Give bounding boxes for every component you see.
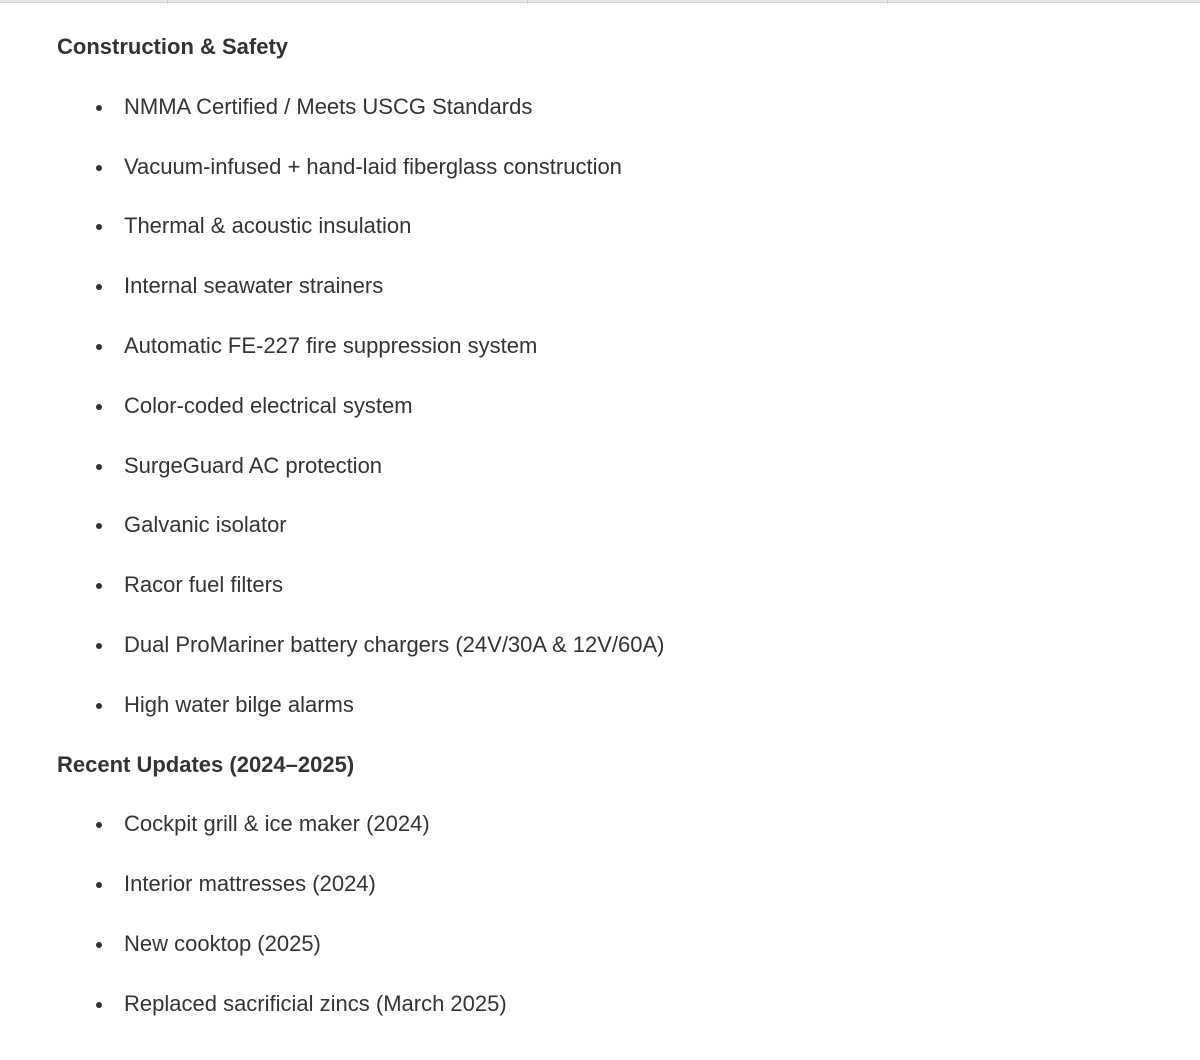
list-item [57, 690, 1157, 720]
list-item-text: NMMA Certified / Meets USCG Standards [124, 93, 533, 119]
list-item-text: Galvanic isolator [124, 512, 287, 538]
divider-segment [167, 0, 168, 4]
list-item-text: Vacuum-infused + hand-laid fiberglass construction [124, 153, 622, 179]
list-item-text: Dual ProMariner battery chargers (24V/30A & 12V/60A) [124, 631, 665, 657]
list-item-text: New cooktop (2025) [124, 930, 321, 956]
divider-segment [527, 0, 528, 4]
bullet-icon [96, 464, 102, 470]
list-item [57, 809, 1157, 839]
list-item [57, 929, 1157, 959]
section-heading-recent-updates: Recent Updates (2024–2025) [57, 751, 355, 777]
bullet-icon [96, 344, 102, 350]
bullet-icon [96, 523, 102, 529]
bullet-icon [96, 882, 102, 888]
list-item-text: Racor fuel filters [124, 572, 283, 598]
bullet-icon [96, 643, 102, 649]
list-item [57, 630, 1157, 660]
bullet-icon [96, 224, 102, 230]
list-item [57, 570, 1157, 600]
list-item [57, 331, 1157, 361]
list-item-text: SurgeGuard AC protection [124, 452, 383, 478]
bullet-icon [96, 942, 102, 948]
bullet-icon [96, 703, 102, 709]
list-item [57, 510, 1157, 540]
list-item [57, 152, 1157, 182]
list-item [57, 989, 1157, 1019]
list-item-text: Automatic FE-227 fire suppression system [124, 332, 538, 358]
list-item [57, 391, 1157, 421]
divider-segment [887, 0, 888, 4]
list-item [57, 92, 1157, 122]
bullet-icon [96, 583, 102, 589]
list-item-text: High water bilge alarms [124, 691, 354, 717]
list-item-text: Thermal & acoustic insulation [124, 213, 412, 239]
list-item-text: Internal seawater strainers [124, 273, 384, 299]
list-item [57, 451, 1157, 481]
bullet-icon [96, 404, 102, 410]
list-item [57, 211, 1157, 241]
list-item-text: Cockpit grill & ice maker (2024) [124, 811, 430, 837]
top-divider [0, 0, 1200, 3]
bullet-icon [96, 284, 102, 290]
list-item [57, 869, 1157, 899]
section-heading-construction-safety: Construction & Safety [57, 34, 289, 59]
listing-details [57, 32, 1157, 1019]
recent-updates-list [57, 809, 1157, 1018]
list-item-text: Interior mattresses (2024) [124, 871, 376, 897]
list-item [57, 271, 1157, 301]
list-item-text: Replaced sacrificial zincs (March 2025) [124, 990, 507, 1016]
construction-safety-list [57, 92, 1157, 720]
section-spacer [57, 720, 1157, 750]
list-item-text: Color-coded electrical system [124, 392, 413, 418]
bullet-icon [96, 822, 102, 828]
bullet-icon [96, 105, 102, 111]
bullet-icon [96, 1002, 102, 1008]
bullet-icon [96, 165, 102, 171]
